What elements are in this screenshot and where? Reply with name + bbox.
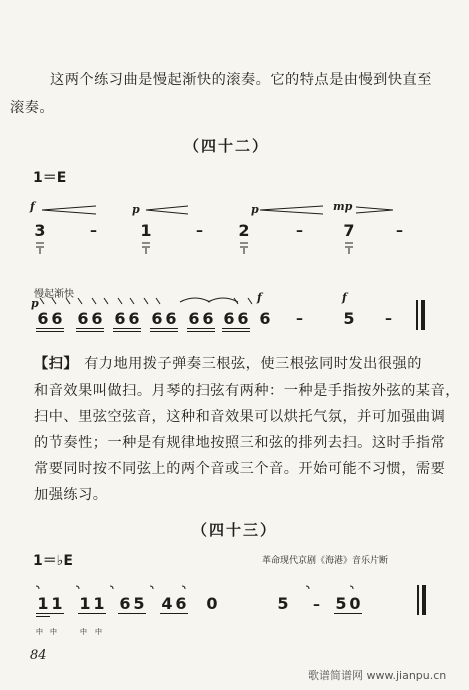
beam-4b <box>150 331 178 332</box>
ex43-beam-1 <box>36 613 64 614</box>
note-ex43-4: 1 <box>93 594 105 613</box>
beam-5 <box>187 328 215 329</box>
hairpin-marks <box>38 204 438 216</box>
watermark: 歌谱简谱网 www.jianpu.cn <box>308 669 447 682</box>
note-ex43-8: 6 <box>175 594 187 613</box>
barline-ex43-thick <box>422 585 426 615</box>
note-row2-9: 6 <box>188 309 200 328</box>
beam-5b <box>187 331 215 332</box>
beam-1b <box>36 331 64 332</box>
note-ex43-12: 0 <box>349 594 361 613</box>
ex43-label-3: 中 <box>80 628 87 636</box>
note-row2-10: 6 <box>202 309 214 328</box>
note-row2-1: 6 <box>37 309 49 328</box>
tremolo-marks-row1 <box>30 240 450 256</box>
sao-line-2: 和音效果叫做扫。月琴的扫弦有两种：一种是手指按外弦的某音， <box>34 383 460 399</box>
exercise-43-title: （四十三） <box>192 521 278 539</box>
beam-4 <box>150 328 178 329</box>
note-row2-6: 6 <box>128 309 140 328</box>
dynamic-mp: mp <box>333 200 353 213</box>
note-row2-4: 6 <box>91 309 103 328</box>
exercise-43-source: 革命现代京剧《海港》音乐片断 <box>262 556 389 566</box>
exercise-42-key: 1＝E <box>33 170 67 186</box>
note-row2-8: 6 <box>165 309 177 328</box>
note-row2-12: 6 <box>237 309 249 328</box>
ex43-beam-3 <box>118 613 146 614</box>
note-row1-2: 1 <box>140 221 152 240</box>
sao-line-5: 常要同时按不同弦上的两个音或三个音。开始可能不习惯，需要 <box>34 461 446 477</box>
note-row2-5: 6 <box>114 309 126 328</box>
dynamic-p-row2: p <box>31 297 39 310</box>
note-row1-3: 2 <box>238 221 250 240</box>
dash-row1-4: – <box>396 223 403 239</box>
note-row1-1: 3 <box>34 221 46 240</box>
intro-line-1: 这两个练习曲是慢起渐快的滚奏。它的特点是由慢到快直至 <box>50 72 432 88</box>
dynamic-f-row2-2: f <box>342 291 347 304</box>
dynamic-f-1: f <box>30 200 35 213</box>
dash-row1-1: – <box>90 223 97 239</box>
sao-line-3: 扫中、里弦空弦音，这种和音效果可以烘托气氛，并可加强曲调 <box>34 409 446 425</box>
sao-term: 【扫】 <box>34 356 79 372</box>
note-row2-11: 6 <box>223 309 235 328</box>
note-row2-7: 6 <box>151 309 163 328</box>
beam-2 <box>76 328 104 329</box>
note-row1-4: 7 <box>343 221 355 240</box>
beam-3b <box>113 331 141 332</box>
note-row2-2: 6 <box>51 309 63 328</box>
sao-line-1: 【扫】 有力地用拨子弹奏三根弦，使三根弦同时发出很强的 <box>34 356 422 372</box>
sao-line-4: 的节奏性；一种是有规律地按照三和弦的排列去扫。这时手指常 <box>34 435 446 451</box>
page-number: 84 <box>30 648 47 663</box>
dash-row1-2: – <box>196 223 203 239</box>
dash-row2-1: – <box>296 311 303 327</box>
beam-6 <box>222 328 250 329</box>
barline-row2-thin <box>416 300 418 330</box>
beam-1 <box>36 328 64 329</box>
exercise-42-title: （四十二） <box>184 137 270 155</box>
beam-3 <box>113 328 141 329</box>
tempo-marking: 慢起渐快 <box>34 289 74 300</box>
note-ex43-10: 5 <box>277 594 289 613</box>
dash-row2-2: – <box>385 311 392 327</box>
note-ex43-7: 4 <box>161 594 173 613</box>
dash-row1-3: – <box>296 223 303 239</box>
barline-row2-thick <box>421 300 425 330</box>
ex43-beam-5 <box>334 613 362 614</box>
note-ex43-6: 5 <box>133 594 145 613</box>
ex43-label-4: 中 <box>95 628 102 636</box>
exercise-43-key: 1＝♭E <box>33 553 73 569</box>
note-ex43-11: 5 <box>335 594 347 613</box>
note-ex43-1: 1 <box>37 594 49 613</box>
beam-6b <box>222 331 250 332</box>
stroke-marks-ex43 <box>30 584 450 594</box>
dynamic-p-2: p <box>251 203 259 216</box>
ex43-beam-4 <box>160 613 188 614</box>
note-ex43-2: 1 <box>51 594 63 613</box>
note-row2-14: 5 <box>343 309 355 328</box>
beam-2b <box>76 331 104 332</box>
barline-ex43-thin <box>417 585 419 615</box>
dynamic-f-row2-1: f <box>257 291 262 304</box>
dash-ex43: – <box>313 597 320 613</box>
ex43-beam-2 <box>78 613 106 614</box>
note-row2-13: 6 <box>259 309 271 328</box>
dynamic-p-1: p <box>132 203 140 216</box>
intro-line-2: 滚奏。 <box>10 100 55 116</box>
stroke-marks-row2 <box>30 296 450 310</box>
ex43-label-2: 中 <box>50 628 57 636</box>
note-ex43-3: 1 <box>79 594 91 613</box>
ex43-beam-1b <box>36 616 50 617</box>
note-ex43-5: 6 <box>119 594 131 613</box>
note-ex43-9: 0 <box>206 594 218 613</box>
ex43-label-1: 中 <box>36 628 43 636</box>
note-row2-3: 6 <box>77 309 89 328</box>
sao-line-6: 加强练习。 <box>34 487 108 503</box>
